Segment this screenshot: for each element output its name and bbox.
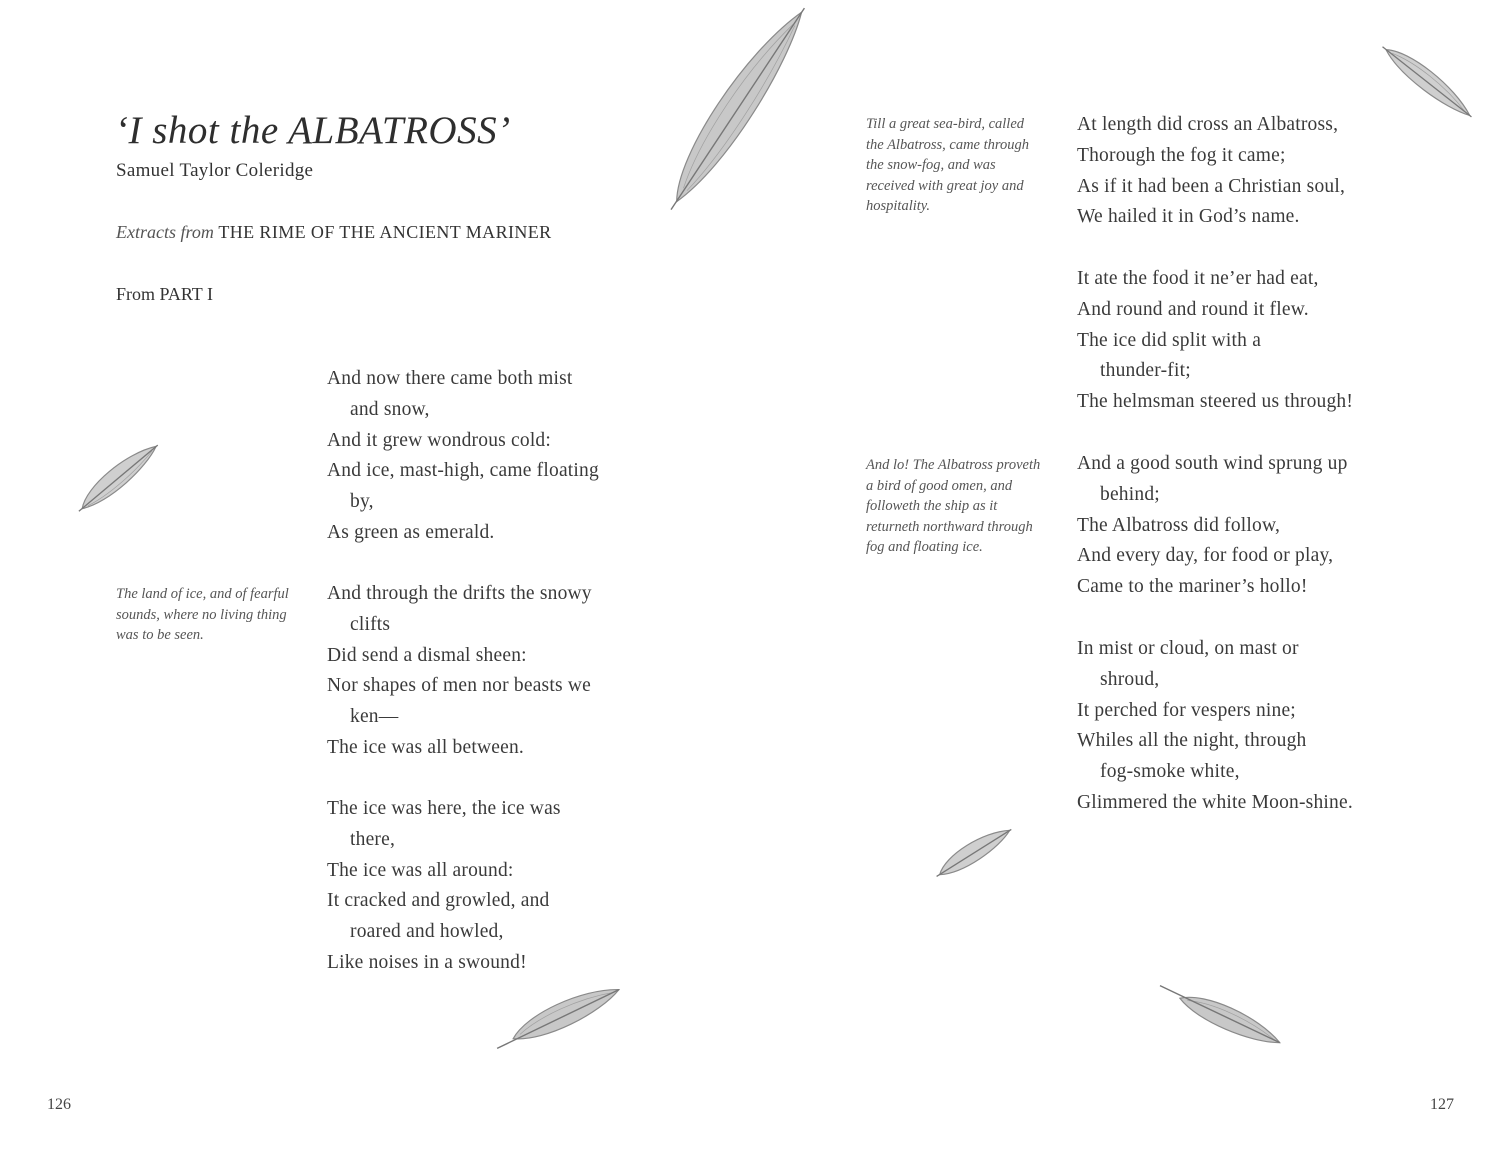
- verse-line: The Albatross did follow,: [1077, 514, 1281, 536]
- verse-line: by,: [350, 491, 374, 513]
- margin-gloss-land-of-ice: The land of ice, and of fearful sounds, where no living thing was to be seen.: [116, 586, 289, 644]
- verse-line: The ice was here, the ice was: [327, 798, 561, 819]
- verse-line: It cracked and growled, and: [327, 890, 550, 912]
- verse-line: ken—: [350, 706, 399, 728]
- verse-line: Came to the mariner’s hollo!: [1077, 576, 1308, 598]
- part-heading: From PART I: [116, 284, 213, 304]
- verse-line: The ice was all around:: [327, 859, 514, 881]
- verse-line: In mist or cloud, on mast or: [1077, 638, 1299, 659]
- feather-icon: [1090, 950, 1355, 1080]
- verse-line: It perched for vespers nine;: [1077, 699, 1296, 721]
- margin-gloss-sea-bird: Till a great sea-bird, called the Albatross, came through the snow-fog, and was received with great joy and hospitality.: [866, 116, 1029, 215]
- verse-line: The ice was all between.: [327, 736, 525, 758]
- verse-line: And ice, mast-high, came floating: [327, 460, 599, 482]
- feather-icon: [655, 0, 825, 215]
- verse-line: And round and round it flew.: [1077, 298, 1309, 320]
- page-number-right: 127: [1430, 1096, 1454, 1113]
- stanza-right-4: [1077, 634, 1353, 819]
- verse-line: Like noises in a swound!: [327, 951, 527, 973]
- extracts-title: THE RIME OF THE ANCIENT MARINER: [218, 222, 552, 242]
- verse-line: And every day, for food or play,: [1077, 545, 1334, 567]
- verse-line: It ate the food it ne’er had eat,: [1077, 268, 1319, 289]
- feather-icon: [925, 808, 1025, 898]
- verse-line: And now there came both mist: [327, 368, 573, 389]
- stanza-right-3: [1077, 449, 1348, 603]
- verse-line: there,: [350, 828, 396, 850]
- poem-title: ‘I shot the ALBATROSS’: [115, 109, 511, 152]
- author-name: Samuel Taylor Coleridge: [116, 160, 314, 181]
- stanza-right-1: [1077, 110, 1345, 233]
- verse-line: Nor shapes of men nor beasts we: [327, 675, 591, 697]
- verse-line: We hailed it in God’s name.: [1077, 206, 1300, 228]
- stanza-left-2: [327, 579, 592, 764]
- stanza-right-2: [1077, 264, 1353, 418]
- margin-gloss-good-omen: And lo! The Albatross proveth a bird of good omen, and followeth the ship as it returneth northward through fog and floating ice.: [866, 457, 1041, 556]
- verse-line: And a good south wind sprung up: [1077, 453, 1348, 474]
- extracts-label: Extracts from: [116, 222, 214, 242]
- verse-line: Did send a dismal sheen:: [327, 644, 527, 666]
- verse-line: fog-smoke white,: [1100, 761, 1240, 783]
- verse-line: Whiles all the night, through: [1077, 730, 1307, 752]
- verse-line: and snow,: [350, 398, 430, 420]
- verse-line: thunder-fit;: [1100, 360, 1191, 382]
- verse-line: As green as emerald.: [327, 521, 495, 543]
- page-number-left: 126: [47, 1096, 71, 1113]
- extracts-line: [116, 222, 552, 243]
- verse-line: The helmsman steered us through!: [1077, 391, 1354, 413]
- verse-line: The ice did split with a: [1077, 329, 1262, 351]
- verse-line: As if it had been a Christian soul,: [1077, 175, 1346, 197]
- verse-line: And it grew wondrous cold:: [327, 429, 552, 451]
- verse-line: Thorough the fog it came;: [1077, 144, 1286, 166]
- feather-icon: [425, 950, 693, 1085]
- verse-line: roared and howled,: [350, 921, 504, 943]
- feather-icon: [62, 428, 177, 528]
- verse-line: behind;: [1100, 483, 1160, 505]
- verse-line: At length did cross an Albatross,: [1077, 114, 1339, 135]
- verse-line: clifts: [350, 613, 391, 635]
- verse-line: Glimmered the white Moon-shine.: [1077, 791, 1353, 813]
- verse-line: shroud,: [1100, 668, 1160, 690]
- stanza-left-1: [327, 364, 599, 549]
- feather-icon: [1375, 28, 1480, 138]
- verse-line: And through the drifts the snowy: [327, 583, 592, 604]
